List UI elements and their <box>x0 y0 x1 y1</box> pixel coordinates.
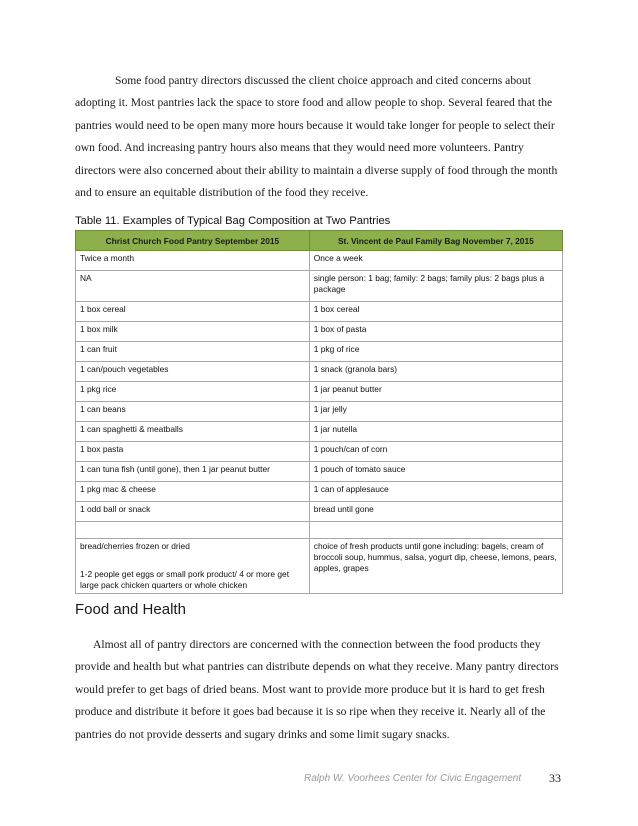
table-cell: 1 snack (granola bars) <box>309 362 562 382</box>
health-paragraph: Almost all of pantry directors are concerned with the connection between the food products they provide and health but what pantries can distribute depends on what they receive. Many pantry directors would prefer to get bags of dried beans. Most want to provide more produce but it is hard to get fresh produce and distribute it before it goes bad because it is so ripe when they receive it. Nearly all of the pantries do not provide desserts and sugary drinks and some limit sugary snacks. <box>75 638 559 741</box>
cell-stack <box>80 541 305 591</box>
table-cell: 1 pkg of rice <box>309 342 562 362</box>
table-cell: 1 can/pouch vegetables <box>76 362 310 382</box>
table-caption: Table 11. Examples of Typical Bag Composition at Two Pantries <box>75 215 391 227</box>
table-row <box>76 322 563 342</box>
table-row <box>76 342 563 362</box>
table-row <box>76 539 563 594</box>
table-cell: 1 box cereal <box>76 302 310 322</box>
table-cell: 1 jar nutella <box>309 422 562 442</box>
table-cell <box>76 539 310 594</box>
table-cell: 1 can fruit <box>76 342 310 362</box>
cell-line-protein: 1-2 people get eggs or small pork product/ 4 or more get large pack chicken quarters or whole chicken <box>80 569 290 590</box>
table-header-row <box>76 231 563 251</box>
table-cell: 1 pkg mac & cheese <box>76 482 310 502</box>
page-number: 33 <box>549 771 561 785</box>
table-row <box>76 362 563 382</box>
table-row <box>76 382 563 402</box>
table-row-blank <box>76 522 563 539</box>
table-row <box>76 442 563 462</box>
table-cell: 1 can tuna fish (until gone), then 1 jar peanut butter <box>76 462 310 482</box>
table-cell <box>309 522 562 539</box>
table-cell: 1 can of applesauce <box>309 482 562 502</box>
table-cell: bread until gone <box>309 502 562 522</box>
table-row <box>76 302 563 322</box>
table-row <box>76 251 563 271</box>
cell-line-bread: bread/cherries frozen or dried <box>80 541 190 551</box>
table-row <box>76 271 563 302</box>
table-cell: 1 can spaghetti & meatballs <box>76 422 310 442</box>
footer-center-name: Ralph W. Voorhees Center for Civic Engagement <box>304 773 522 784</box>
table-row <box>76 462 563 482</box>
table-cell: NA <box>76 271 310 302</box>
table-cell: 1 pouch/can of corn <box>309 442 562 462</box>
table-row <box>76 402 563 422</box>
table-cell: choice of fresh products until gone including: bagels, cream of broccoli soup, hummus, salsa, yogurt dip, cheese, lemons, pears, apples, grapes <box>309 539 562 594</box>
table-cell: 1 jar peanut butter <box>309 382 562 402</box>
bag-composition-table <box>75 230 563 594</box>
header-christ-church: Christ Church Food Pantry September 2015 <box>76 231 310 251</box>
table-cell: 1 odd ball or snack <box>76 502 310 522</box>
table-cell: 1 pkg rice <box>76 382 310 402</box>
table-cell: 1 box pasta <box>76 442 310 462</box>
table-cell: 1 jar jelly <box>309 402 562 422</box>
intro-paragraph: Some food pantry directors discussed the client choice approach and cited concerns about adopting it. Most pantries lack the space to store food and allow people to shop. Several feared that the pantries would need to be open many more hours because it would take longer for people to select their own food. And increasing pantry hours also means that they would need more volunteers. Pantry directors were also concerned about their ability to maintain a diverse supply of food through the month and to ensure an equitable distribution of the food they receive. <box>75 74 558 200</box>
table-cell: 1 can beans <box>76 402 310 422</box>
table-row <box>76 482 563 502</box>
table-cell: Twice a month <box>76 251 310 271</box>
table-row <box>76 502 563 522</box>
table-cell: 1 box cereal <box>309 302 562 322</box>
table-row <box>76 422 563 442</box>
section-heading: Food and Health <box>75 601 186 618</box>
header-st-vincent: St. Vincent de Paul Family Bag November 7, 2015 <box>309 231 562 251</box>
table-cell: 1 box of pasta <box>309 322 562 342</box>
table-cell: 1 pouch of tomato sauce <box>309 462 562 482</box>
table-cell: Once a week <box>309 251 562 271</box>
table-cell <box>76 522 310 539</box>
table-cell: single person: 1 bag; family: 2 bags; family plus: 2 bags plus a package <box>309 271 562 302</box>
table-cell: 1 box milk <box>76 322 310 342</box>
